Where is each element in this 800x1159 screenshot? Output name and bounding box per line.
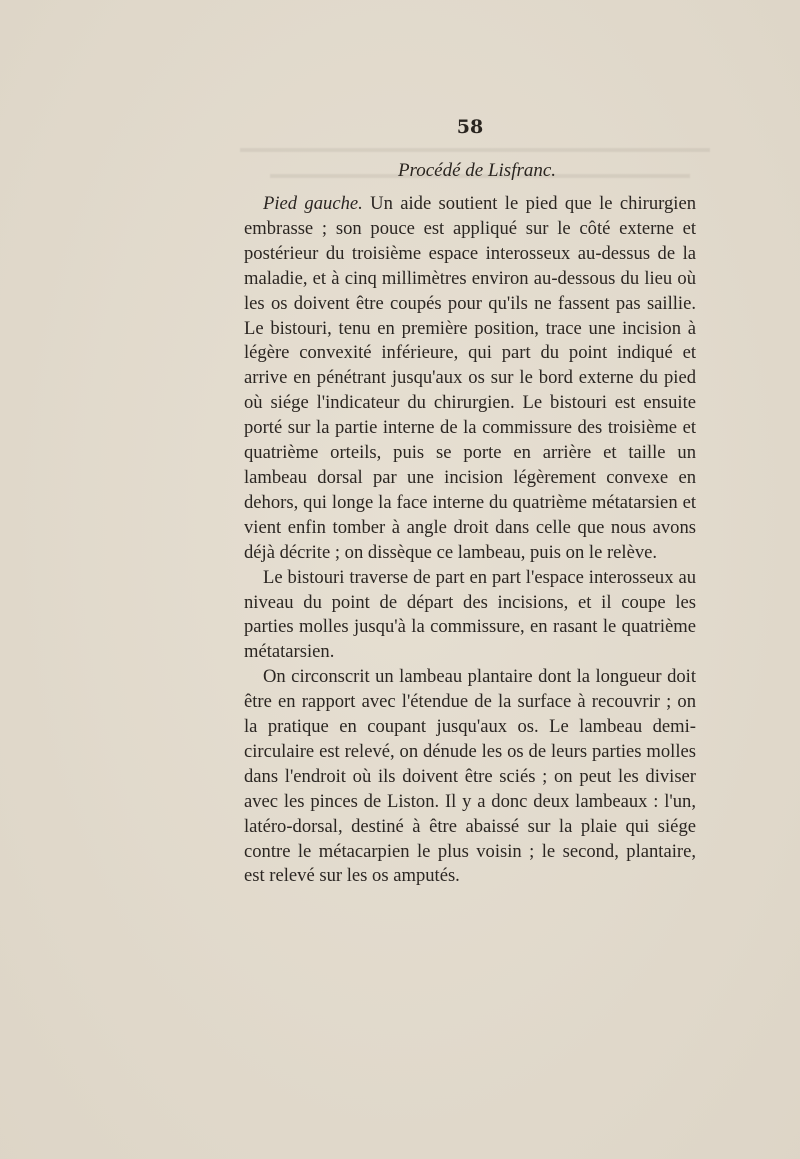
section-heading: Procédé de Lisfranc.	[397, 160, 557, 181]
paragraph-2	[244, 566, 696, 666]
body-text	[244, 192, 696, 889]
paragraph-1	[244, 192, 696, 566]
paragraph-text: Le bistouri traverse de part en part l'espace interosseux au niveau du point de départ des incisions, et il coupe les parties molles jusqu'à la commissure, en rasant le quatrième métatarsien.	[244, 566, 696, 663]
paragraph-3	[244, 665, 696, 889]
paragraph-text: On circonscrit un lambeau plantaire dont la longueur doit être en rapport avec l'étendue de la surface à recouvrir ; on la pratique en coupant jusqu'aux os. Le lambeau demi-circulaire est relevé, on dénude les os de leurs parties molles dans l'endroit où ils doivent être sciés ; on peut les diviser avec les pinces de Liston. Il y a donc deux lambeaux : l'un, latéro-dorsal, destiné à être abaissé sur la plaie qui siége contre le métacarpien le plus voisin ; le second, plantaire, est relevé sur les os amputés.	[244, 666, 696, 887]
paragraph-text: Un aide soutient le pied que le chirurgien embrasse ; son pouce est appliqué sur le côté externe et postérieur du troisième espace interosseux au-dessus de la maladie, et à cinq millimètres environ au-dessous du lieu où les os doivent être coupés pour qu'ils ne fassent pas saillie. Le bistouri, tenu en première position, trace une incision à légère convexité inférieure, qui part du point indiqué et arrive en pénétrant jusqu'aux os sur le bord externe du pied où siége l'indicateur du chirurgien. Le bistouri est ensuite porté sur la partie interne de la commissure des troisième et quatrième orteils, puis se porte en arrière et taille un lambeau dorsal par une incision légèrement convexe en dehors, qui longe la face interne du quatrième métatarsien et vient enfin tomber à angle droit dans celle que nous avons déjà décrite ; on dissèque ce lambeau, puis on le relève.	[244, 193, 696, 563]
paragraph-lead: Pied gauche.	[263, 193, 363, 214]
page-number: 58	[456, 116, 484, 138]
